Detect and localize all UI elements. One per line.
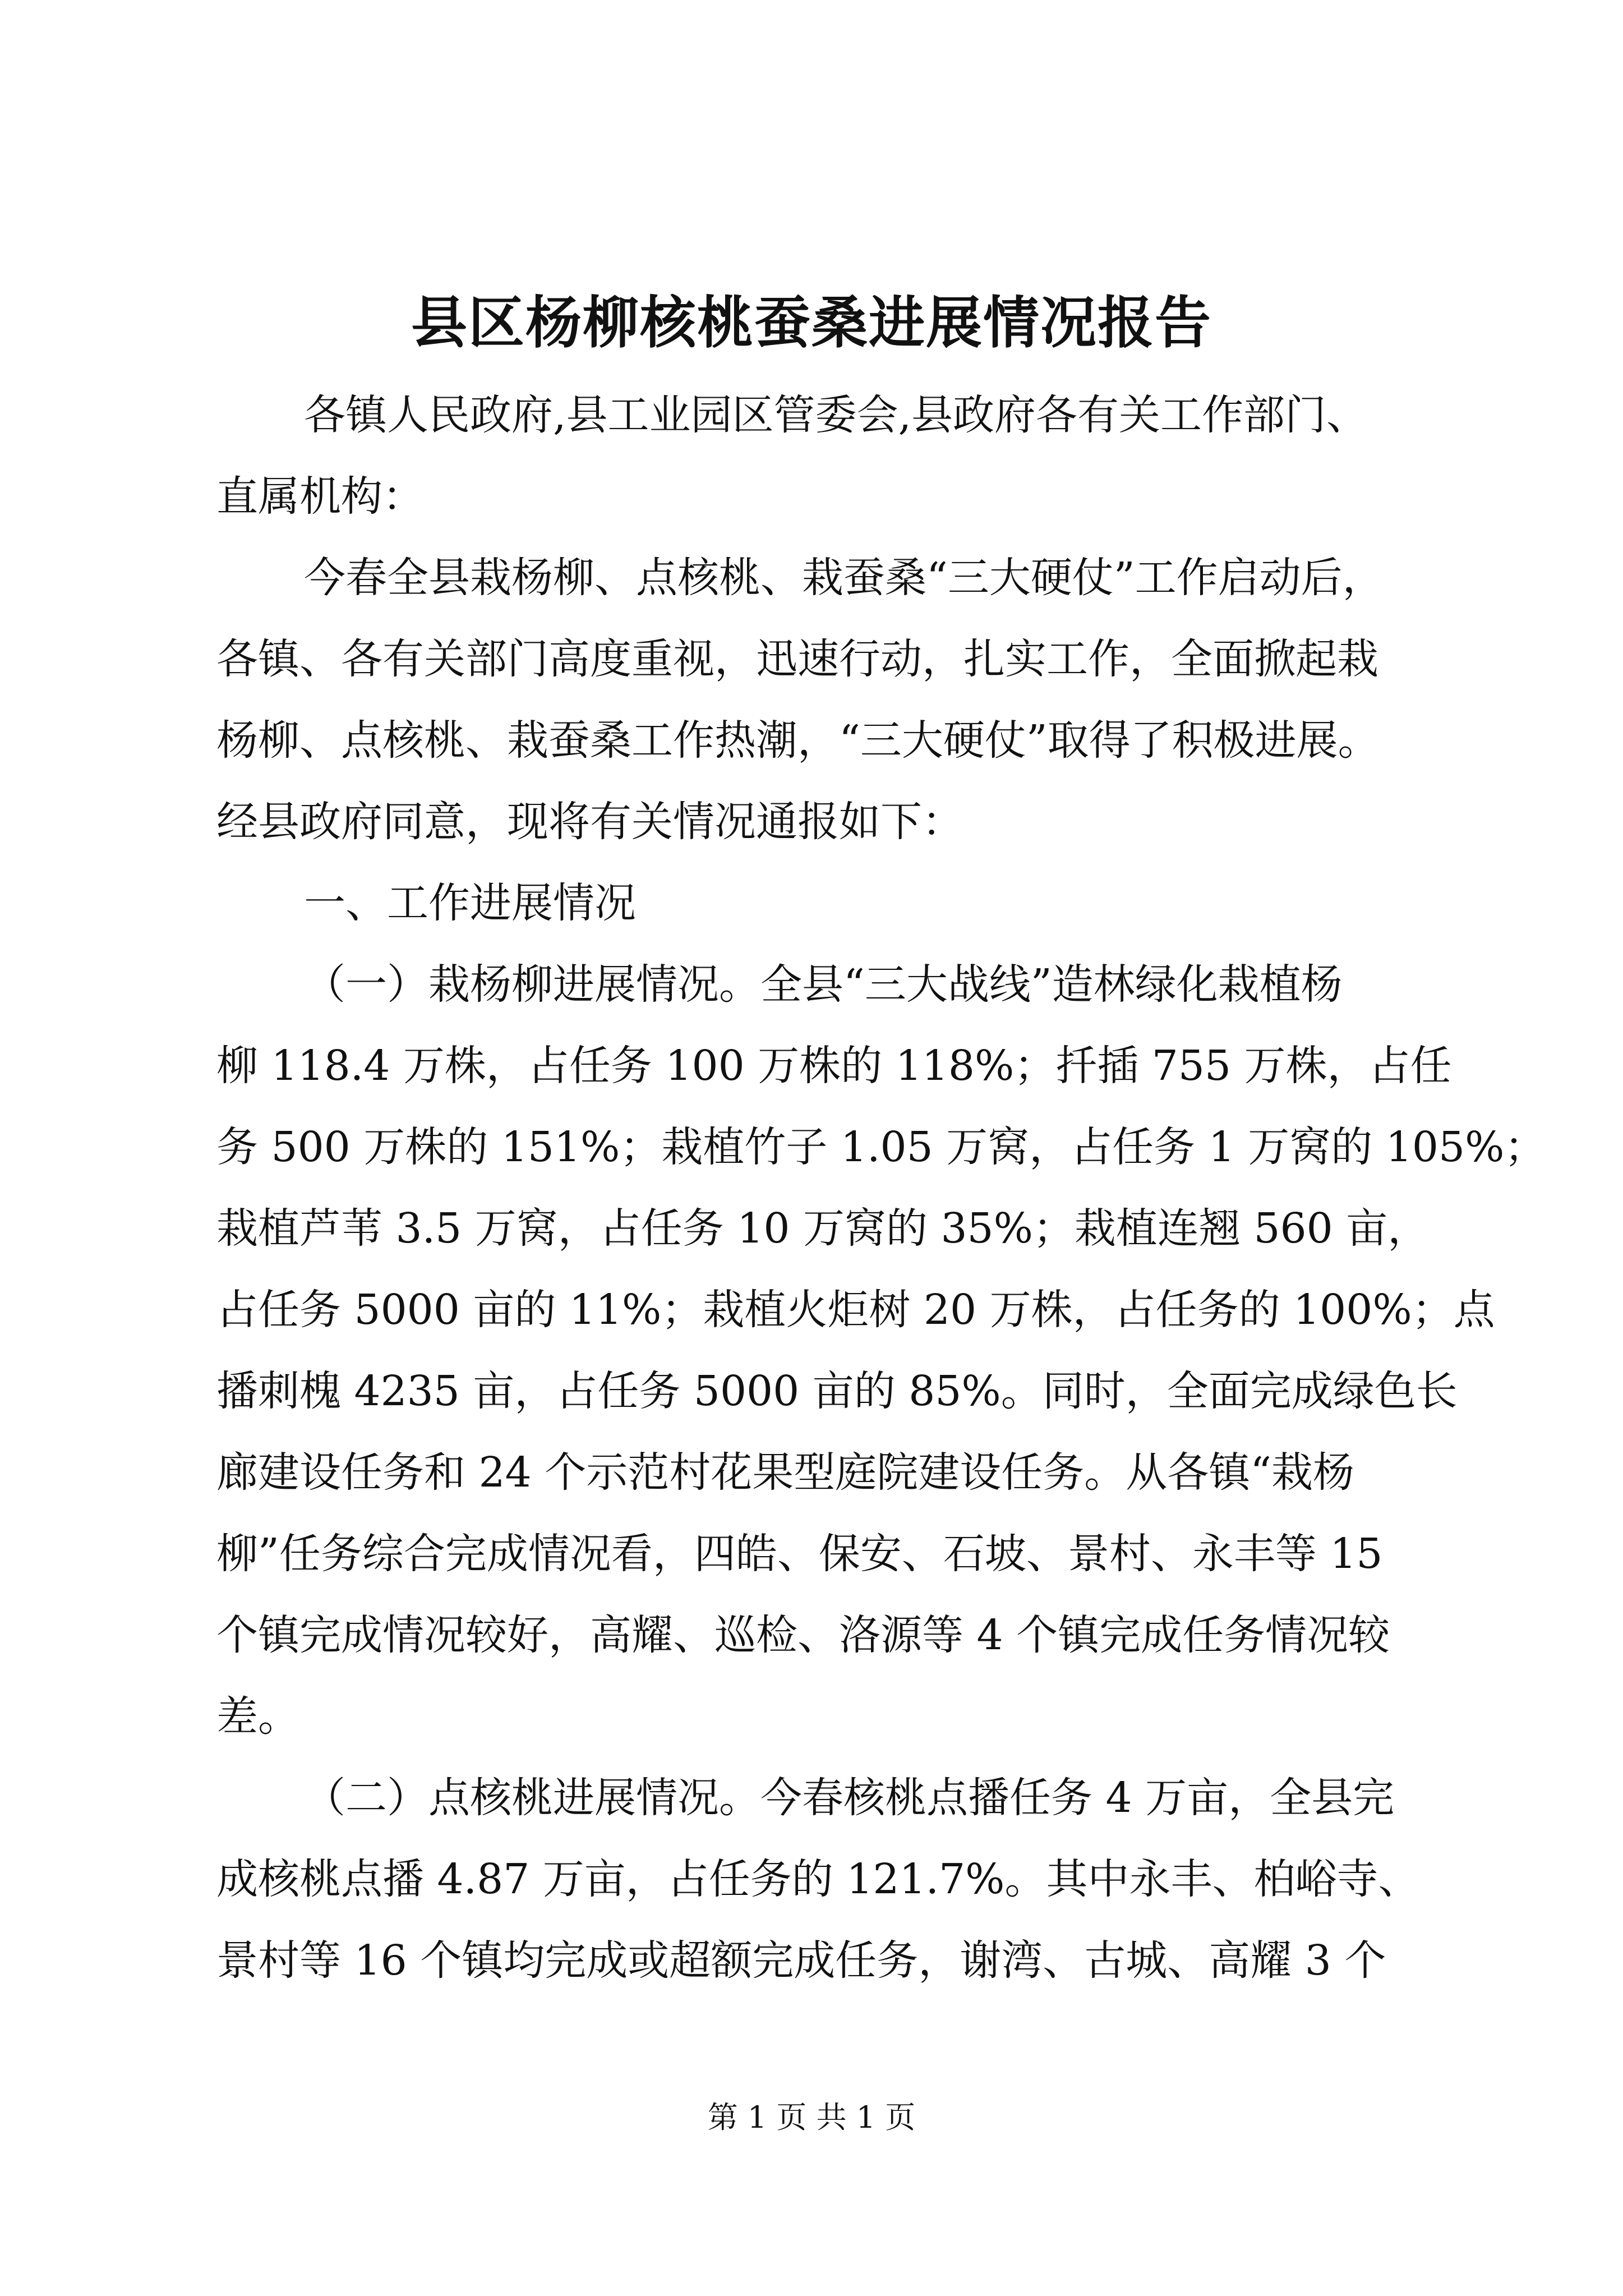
body-line: 各镇人民政府,县工业园区管委会,县政府各有关工作部门、 — [304, 391, 1368, 439]
body-line: 务 500 万株的 151%；栽植竹子 1.05 万窝，占任务 1 万窝的 105%； — [216, 1123, 1546, 1171]
body-line: 杨柳、点核桃、栽蚕桑工作热潮，“三大硬仗”取得了积极进展。 — [216, 716, 1380, 765]
body-line: （一）栽杨柳进展情况。全县“三大战线”造林绿化栽植杨 — [304, 960, 1343, 1009]
document-title: 县区杨柳核桃蚕桑进展情况报告 — [411, 289, 1212, 356]
body-line: 各镇、各有关部门高度重视，迅速行动，扎实工作，全面掀起栽 — [216, 635, 1378, 683]
body-line: 差。 — [216, 1692, 299, 1741]
body-line: 柳”任务综合完成情况看，四皓、保安、石坡、景村、永丰等 15 — [216, 1530, 1383, 1578]
page-footer: 第 1 页 共 1 页 — [707, 2100, 916, 2135]
body-line: 今春全县栽杨柳、点核桃、栽蚕桑“三大硬仗”工作启动后， — [304, 554, 1384, 602]
body-line: 占任务 5000 亩的 11%；栽植火炬树 20 万株，占任务的 100%；点 — [216, 1286, 1495, 1334]
body-line: 景村等 16 个镇均完成或超额完成任务，谢湾、古城、高耀 3 个 — [216, 1936, 1386, 1985]
body-line: （二）点核桃进展情况。今春核桃点播任务 4 万亩，全县完 — [304, 1774, 1395, 1822]
body-line: 播刺槐 4235 亩，占任务 5000 亩的 85%。同时，全面完成绿色长 — [216, 1367, 1458, 1415]
body-line: 直属机构： — [216, 472, 424, 521]
body-line: 经县政府同意，现将有关情况通报如下： — [216, 798, 963, 846]
body-line: 栽植芦苇 3.5 万窝，占任务 10 万窝的 35%；栽植连翘 560 亩， — [216, 1204, 1430, 1253]
body-line: 柳 118.4 万株，占任务 100 万株的 118%；扦插 755 万株，占任 — [216, 1042, 1452, 1090]
body-line: 成核桃点播 4.87 万亩，占任务的 121.7%。其中永丰、柏峪寺、 — [216, 1855, 1420, 1903]
body-line: 个镇完成情况较好，高耀、巡检、洛源等 4 个镇完成任务情况较 — [216, 1611, 1390, 1659]
body-line: 廊建设任务和 24 个示范村花果型庭院建设任务。从各镇“栽杨 — [216, 1448, 1355, 1497]
section-heading: 一、工作进展情况 — [304, 879, 636, 927]
